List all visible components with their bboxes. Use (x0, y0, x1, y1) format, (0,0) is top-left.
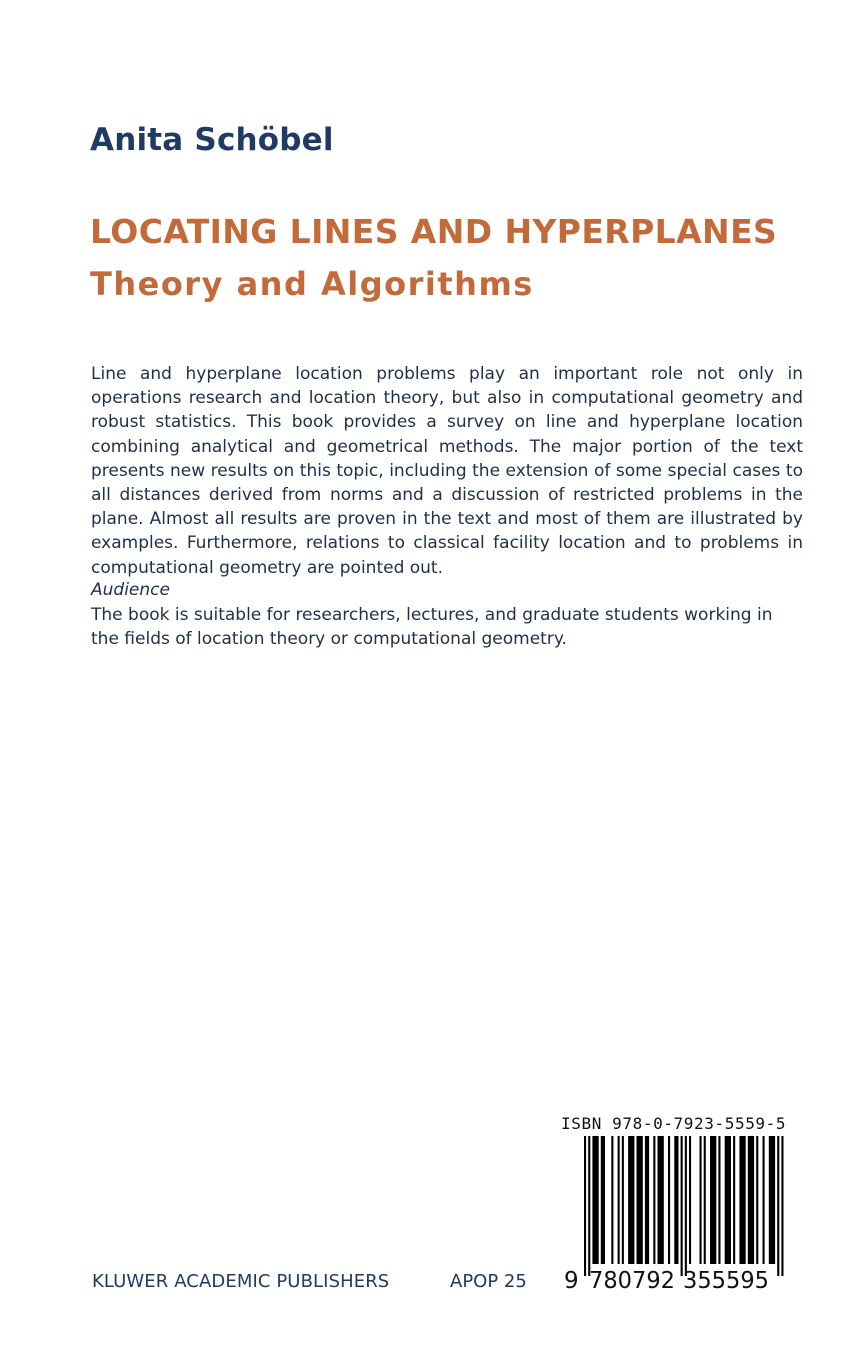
barcode-bar (733, 1136, 735, 1264)
book-subtitle: Theory and Algorithms (90, 265, 534, 303)
series-code: APOP 25 (450, 1271, 527, 1292)
barcode-bar (611, 1136, 613, 1264)
barcode-bar (689, 1136, 691, 1264)
barcode-bar (668, 1136, 670, 1264)
barcode-bar (645, 1136, 649, 1264)
barcode-bar (704, 1136, 706, 1264)
barcode-bar (763, 1136, 765, 1264)
barcode-bar (756, 1136, 758, 1264)
publisher-name: KLUWER ACADEMIC PUBLISHERS (92, 1271, 390, 1292)
audience-heading: Audience (91, 580, 170, 600)
barcode-right-digits: 355595 (683, 1268, 769, 1294)
author-name: Anita Schöbel (90, 122, 334, 158)
book-title: LOCATING LINES AND HYPERPLANES (90, 212, 778, 251)
barcode-bar (601, 1136, 605, 1264)
barcode-bar (769, 1136, 775, 1264)
barcode-bar (618, 1136, 620, 1264)
barcode-bar (674, 1136, 678, 1264)
barcode-bars (584, 1136, 784, 1276)
barcode-bar (748, 1136, 754, 1264)
barcode-bar (658, 1136, 664, 1264)
barcode-guard-bar (781, 1136, 783, 1276)
barcode-prefix-digit: 9 (564, 1268, 579, 1294)
barcode-bar (725, 1136, 731, 1264)
barcode-bar (700, 1136, 702, 1264)
barcode-left-digits: 780792 (589, 1268, 675, 1294)
isbn-barcode (560, 1136, 784, 1296)
barcode-guard-bar (588, 1136, 590, 1276)
audience-text: The book is suitable for researchers, lectures, and graduate students working in the fields of location theory or computational geometry. (91, 605, 773, 650)
isbn-label: ISBN 978-0-7923-5559-5 (561, 1114, 787, 1133)
barcode-bar (628, 1136, 634, 1264)
barcode-bar (592, 1136, 598, 1264)
barcode-bar (739, 1136, 745, 1264)
barcode-bar (637, 1136, 643, 1264)
barcode-guard-bar (681, 1136, 683, 1276)
barcode-guard-bar (777, 1136, 779, 1276)
barcode-bar (622, 1136, 624, 1264)
barcode-bar (718, 1136, 720, 1264)
barcode-bar (710, 1136, 716, 1264)
barcode-guard-bar (584, 1136, 586, 1276)
barcode-bar (653, 1136, 655, 1264)
barcode-guard-bar (685, 1136, 687, 1276)
book-description: Line and hyperplane location problems play an important role not only in operations research and location theory, but also in computational geometry and robust statistics. This book provides a survey on line and hyperplane location combining analytical and geometrical methods. The major portion of the text presents new results on this topic, including the extension of some special cases to all distances derived from norms and a discussion of restricted problems in the plane. Almost all results are proven in the text and most of them are illustrated by examples. Furthermore, relations to classical facility location and to problems in computational geometry are pointed out. (91, 364, 803, 578)
